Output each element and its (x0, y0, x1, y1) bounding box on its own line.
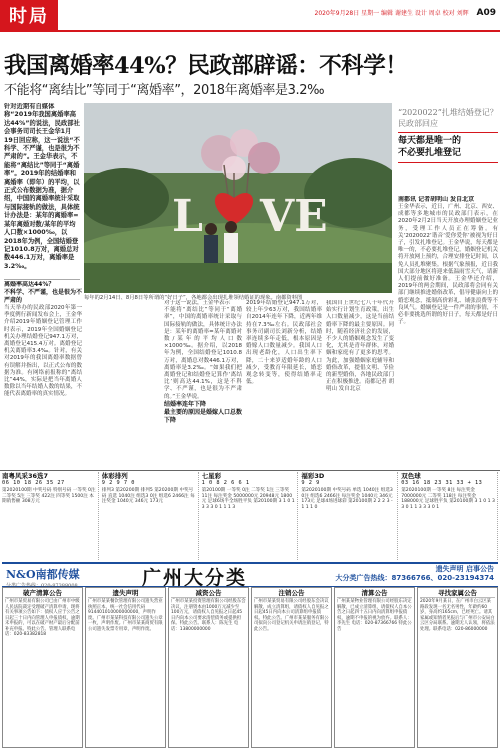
classified-ad (85, 587, 166, 748)
lottery-details: 第20100期 一等奖 0注 二等奖 1注 三等奖 11注 每注奖金 5000000元 20948元 1800元 足球6场半全场胜平负 第20100期 3 1 0 1 3 3 3 0 1 1 1 3 (201, 487, 295, 511)
classified-title: 广州大分类 (142, 567, 248, 589)
classified-ad-title: 遗失声明 (88, 589, 163, 598)
classified-hotline (336, 565, 494, 583)
classified-category: 遗失声明 启事公告 (435, 565, 494, 573)
classified-ad-banner (2, 562, 498, 587)
logo-hotline: 分类广告热线：020-87388008 (6, 583, 78, 589)
lottery-title: 体彩排列 (101, 472, 128, 480)
col1-subtitle: 不科学、不严谨，也是很为不严肃的 (4, 289, 82, 304)
pull-quote-line1: 每天都是唯一的 (398, 136, 462, 146)
lottery-numbers: 9 2 9 7 0 (101, 480, 135, 486)
classified-ad-title: 破产清算公告 (5, 589, 80, 598)
lede-paragraph: 针对近期有自媒体称“2019年我国离婚率高达44%”的说法，民政部社会事务司司长王金华1月19日回应称，这一说法“不科学、不严谨，也是很为不严肃的”。王金华表示，不能将“离结比”等同于“离婚率”。2019年的结婚率和离婚率（即年）的平均，以正式公布数据为准，据介绍，中国的离婚率统计采取与国际接轨的做法，具体统计办法是：某年的离婚率=某年离婚对数/某年的平均人口数×1000‰，以2018年为例，全国结婚登记1010.8万对，离婚总对数446.1万对，离婚率是3.2‰。 (4, 103, 80, 280)
right-column (398, 196, 498, 458)
subheadline: 不能将“离结比”等同于“离婚率”，2018年离婚率是3.2‰ (4, 83, 325, 98)
lottery-details: 第2020100期 中奖号码 单选 1040注 组选3 0注 组选6 2466注 每注奖金 1040元 346元 173元 足球4场进球彩 第20100期 2 2 2 3 - 1 1 1 0 (301, 487, 393, 511)
lottery-numbers: 03 16 18 23 31 33 + 13 (401, 480, 483, 486)
lottery-numbers: 9 2 9 (301, 480, 320, 486)
col2-subtitle2: 最主要的原因是婚嫁人口总数下降 (164, 408, 242, 424)
pull-quote-rule (398, 132, 498, 133)
classified-ad-title: 注销公告 (254, 589, 329, 598)
pull-quote-date: “2020022”扎堆结婚登记？ (398, 108, 498, 117)
photo-caption: 每年的2月14日、8月8日等所谓的“好日子”，各地都会出现扎堆领结婚证的现象。南都资料图 (84, 295, 303, 301)
classified-ad-text: 广州市某贸易有限公司已由广州市中级人民法院裁定受理破产清算申请，现将有关事项公告如下：债权人应于公告之日起三十日内向管理人申报债权，逾期未申报的，可以在破产财产最后分配前补充申报。特此公告。管理人联系电话：020-83382818 (5, 599, 80, 637)
dateline (60, 8, 500, 20)
classified-ad-text: 2020年9月某日，在广州市白云区某路段发现一名无名男性，年龄约60岁，身高约165cm，已经死亡。请其家属或知情者见报后与广州市公安局白云区分局联系。逾期无人认领，将依法处理。联系电话：020-86000000 (420, 599, 495, 632)
lottery-results (2, 472, 498, 560)
classified-ad-text: 广州市某某贸易有限公司经股东会决议解散，成立清算组，请债权人自见报之日起45日内向本公司清算组申报债权。特此公告。广州市某某服务有限公司拟向公司登记机关申请注销登记，特此公告。 (254, 599, 329, 632)
lottery-box (2, 472, 99, 560)
column-2 (164, 300, 242, 460)
headline: 我国离婚率44%？民政部辟谣：不科学！ (4, 53, 408, 79)
classified-ad-title: 寻找家属公告 (420, 589, 495, 598)
col2-subtitle: 结婚率连年下降 (164, 400, 207, 408)
classified-ads-grid (2, 587, 498, 748)
classified-ad (251, 587, 332, 748)
lottery-box (202, 472, 299, 560)
lottery-numbers: 1 0 8 2 6 6 1 (201, 480, 250, 486)
byline: 南都讯 记者胡明山 发自北京 (398, 196, 475, 203)
lottery-title: 福彩3D (301, 472, 325, 480)
logo-text: N&O南都传媒 (6, 568, 80, 581)
pull-quote (398, 108, 498, 166)
classified-ad (168, 587, 249, 748)
column-4: 我国自上世纪七八十年代开始实行计划生育政策，出生人口数量减少，这是当前结婚率下降的最主要原因。同时，随着经济社会的发展，不少人的婚姻观念发生了变化，尤其是青年群体，对婚姻和家庭有了更多的思考。为此，加强婚姻家庭辅导和婚俗改革，提倡文明、节俭的新型婚俗，各地民政部门正在积极推进。南都记者 胡明山 发自北京 (326, 300, 394, 393)
lottery-title: 七星彩 (201, 472, 222, 480)
lottery-divider (0, 470, 500, 471)
lottery-box (301, 472, 398, 560)
lottery-title: 南粤风采36选7 (2, 472, 49, 480)
lottery-details: 排列3 第20200期 排列5 第20200期 中奖号码 直选 1040注 组选3 0注 组选6 2466注 每注奖金 1040元 346元 173元 (101, 487, 195, 505)
svg-text:VE: VE (260, 191, 328, 242)
top-rule (0, 30, 500, 32)
col2-title: 对于这一说法，王金华表示 (164, 300, 231, 306)
pull-quote-org: 民政部回应 (398, 118, 438, 128)
lottery-numbers: 06 10 18 26 35 27 (2, 480, 65, 486)
photo-illustration (84, 103, 392, 293)
lottery-details: 第2020100期 一等奖 8注 每注奖金 7000000元 二等奖 118注 每注奖金 188000元 足球胜平负 第20100期 3 1 0 1 3 3 0 1 1 3 3 3 0 1 (401, 487, 495, 511)
classified-ad-text: 广州市某某餐饮管理有限公司遗失营业执照正本，统一社会信用代码914401010000000000，声明作废。广州市某某科技有限公司遗失公章一枚，声明作废。广州市某某商贸有限公司遗失发票专用章，声明作废。 (88, 599, 163, 632)
svg-text:L: L (172, 191, 203, 242)
section-tag: 时局 (0, 0, 58, 30)
classified-ad-title: 清算公告 (337, 589, 412, 598)
column-1 (4, 281, 82, 458)
classified-ad-text: 广州某某物业管理有限公司经股东决定解散，已成立清算组，请债权人自本公告之日起四十五日内向清算组申报债权，逾期不申报的视为放弃。联系人：李先生 电话：020-87366766 特此公告 (337, 599, 412, 632)
lottery-box (401, 472, 498, 560)
col1-title: 离婚率高达44%？ (4, 281, 55, 288)
classified-ad (2, 587, 83, 748)
classified-ad (417, 587, 498, 748)
right-column-text: 王金华表示，近日，广州、北京、西安、成都等多地城市的民政部门表示，在2020年2月2日当天开放办理婚姻登记业务，受理工作人员正在筹备。有关‘2020022’谐音‘爱你爱你’被视为好日子，引发扎堆登记。王金华说，每天都是唯一的，不必要扎堆登记，婚姻登记机关将开放网上预约，合理安排登记时间，以免人员扎堆聚集。根据气象预报，近日我国大部分地区将迎来低温雨雪天气，请新人们提前做好准备。王金华还介绍，2019年的两会期间，民政部将会同有关部门继续推进婚俗改革，倡导健康向上的婚恋观念，抵制高价彩礼、铺张浪费等不良风气。婚姻登记是一件严肃的事情，不必非要挑选所谓的好日子，每天都是好日子。 (398, 204, 498, 326)
classified-ad (334, 587, 415, 748)
classified-ad-text: 广州市某某投资管理有限公司经股东会决议，注册资本由1000万元减少至100万元，请债权人自见报之日起45日内向本公司要求清偿债务或提供担保。特此公告。联系人：陈先生 电话：13800000000 (171, 599, 246, 632)
col1-text: 当天举办的民政部2020年第一季度例行新闻发布会上，王金华介绍2019年婚姻登记管理工作时表示，2019年全国婚姻登记机关办理结婚登记947.1万对，离婚登记415.4万对。离婚登记机关离婚率3.4‰。针对，有关对2019年的我国离婚率数据曾有误解并指出，以正式公布的数据为准。有网络前报称的“离结比”44%，实际是把当年离婚人数除以当年结婚人数的结果，不能代表离婚率的真实情况。 (4, 305, 82, 398)
col2-text: 不能将“离结比”等同于“离婚率”，中国的离婚率统计采取与国际接轨的做法，具体统计办法是：某年的离婚率=某年离婚对数/某年的平均人口数×1000‰。据介绍，以2018年为例，全国结婚登记1010.8万对，离婚总对数446.1万对，离婚率是3.2‰。“如果我们把离婚登记和结婚登记算作‘离结比’则高达44.1%，这是不科学、不严谨，也是很为不严肃的。”王金华说。 (164, 307, 242, 400)
classified-ad-title: 减资公告 (171, 589, 246, 598)
dateline-text: 2020年9月28日 星期一 编辑 谢建生 设计 周卓 校对 刘辉 (314, 10, 469, 17)
lottery-title: 双色球 (401, 472, 421, 480)
pull-quote-line2: 不必要扎堆登记 (398, 147, 462, 158)
love-sign-photo (84, 103, 392, 293)
lottery-box (102, 472, 199, 560)
pull-quote-rule-bottom (398, 162, 498, 163)
lottery-details: 第2020100期 中奖号码 特别号码 一等奖 0注 二等奖 5注 三等奖 422注 四等奖 1500注 本期销售额 308万元 (2, 487, 96, 505)
page-number: A09 (476, 8, 496, 18)
classified-phone: 大分类广告热线：87366766、020-23194374 (335, 574, 494, 582)
column-3: 2019年结婚登记947.1万对，较上年少63万对，我国结婚率自2014年连年下降，近两年维持在7.3‰左右。民政部社会事务司副司长刘新分析，结婚率连续多年走低，根本原因是婚嫁人口数量减少。我国人口出现老龄化，人口出生率下降，二十来岁适婚年龄的人口减少，受教育年限延长，婚恋观念转变等，使得结婚率走低。 (246, 300, 322, 386)
nandu-media-logo (6, 566, 80, 589)
